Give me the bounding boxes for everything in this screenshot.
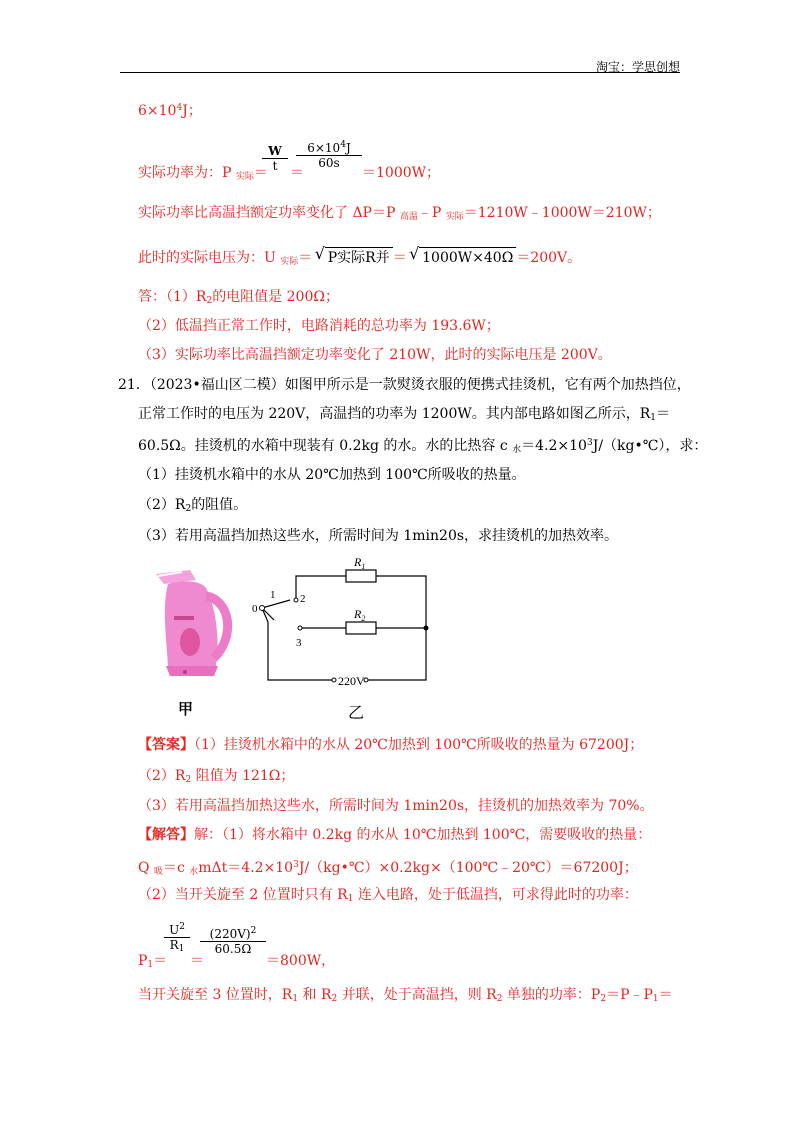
power-result: ＝1000W； — [362, 165, 441, 181]
p1-result: ＝800W， — [266, 953, 336, 969]
circuit-diagram — [244, 556, 444, 696]
answer-line-3: （3）实际功率比高温挡额定功率变化了 210W，此时的实际电压是 200V。 — [138, 347, 612, 363]
steamer-image — [152, 566, 234, 680]
q21-sub-1: （1）挂烫机水箱中的水从 20℃加热到 100℃所吸收的热量。 — [138, 467, 526, 483]
answer-line-2: （2）低温挡正常工作时，电路消耗的总功率为 193.6W； — [138, 318, 500, 334]
q21-line-3: 60.5Ω。挂烫机的水箱中现装有 0.2kg 的水。水的比热容 c $_水=4.2\times 10^3J/(kg•℃)$，求： — [138, 438, 708, 455]
fraction-equals: ＝ — [290, 165, 304, 181]
header-divider — [120, 72, 680, 73]
solution-line-3: 当开关旋至 3 位置时，$R_1$ 和 $R_2$ 并联，处于高温挡，则 $R_2$ 单独的功率：$P_2=P﹣P_1=$ — [138, 987, 673, 1004]
label-r1: $R_1$ — [354, 556, 366, 571]
label-voltage: 220V — [338, 674, 365, 688]
label-r2: $R_2$ — [354, 607, 366, 623]
power-change-line: 实际功率比高温挡额定功率变化了 ΔP＝P $_{高温}$﹣P $_{实际}$＝1210W﹣1000W＝210W； — [138, 205, 661, 222]
solution-line-1: 【解答】解：（1）将水箱中 0.2kg 的水从 10℃加热到 100℃，需要吸收的热量： — [138, 827, 652, 843]
answer-line-1: 答：$(1)R_2$的电阻值是 200Ω； — [138, 289, 339, 306]
fraction-u2-over-r1: $\frac{U^2}{R_1}$ — [164, 922, 190, 954]
figure-caption-yi: 乙 — [348, 703, 365, 722]
solution-heat-formula: Q $_吸$＝c $_水m\Delta t=4.2\times 10^3J/(kg•℃)\times 0.2kg\times(100℃﹣20℃)=67200J$； — [138, 860, 638, 877]
fraction-220-over-605: $\frac{(220V)^2}{60.5\Omega}$ — [200, 926, 266, 956]
sqrt-p-r: √ P实际R并 — [325, 247, 393, 268]
header-source: 淘宝：学思创想 — [595, 60, 680, 74]
answer-line-a3: （3）若用高温挡加热这些水，所需时间为 1min20s，挂烫机的加热效率为 70%。 — [138, 798, 654, 814]
label-pos-0: 0 — [252, 603, 258, 615]
energy-line: $6\times 10^4J$； — [138, 103, 202, 119]
figure-caption-jia: 甲 — [178, 700, 194, 718]
fraction-w-over-t: $\frac{W}{t}$ — [262, 144, 288, 173]
q21-line-1: 21．（2023•福山区二模）如图甲所示是一款熨烫衣服的便携式挂烫机，它有两个加热挡位， — [118, 377, 691, 393]
fraction-equals-2: ＝ — [190, 953, 204, 969]
label-pos-3: 3 — [296, 637, 302, 649]
answer-line-a1: 【答案】（1）挂烫机水箱中的水从 20℃加热到 100℃所吸收的热量为 67200J； — [138, 737, 644, 753]
q21-line-2: 正常工作时的电压为 220V，高温挡的功率为 1200W。其内部电路如图乙所示，$R_1=$ — [138, 406, 671, 423]
q21-sub-3: （3）若用高温挡加热这些水，所需时间为 1min20s，求挂烫机的加热效率。 — [138, 528, 619, 544]
power-formula-line: 实际功率为：P $_{实际}$＝ — [138, 165, 268, 182]
q21-sub-2: $(2)R_2$的阻值。 — [138, 497, 248, 514]
solution-line-2: （2）当开关旋至 2 位置时只有 $R_1$ 连入电路，处于低温挡，可求得此时的功率： — [138, 887, 638, 904]
answer-line-a2: $(2)R_2$ 阻值为 121Ω； — [138, 768, 295, 785]
p1-formula-line: $P_1=$ — [138, 953, 168, 970]
label-pos-1: 1 — [270, 589, 276, 601]
label-pos-2: 2 — [300, 593, 306, 605]
sqrt-values: √ 1000W×40Ω — [419, 247, 516, 268]
fraction-energy-over-time: $\frac{6\times 10^4J}{60s}$ — [296, 140, 362, 170]
voltage-line: 此时的实际电压为：U $_{实际}$＝ √ P实际R并 ＝ √ 1000W×40Ω ＝200V。 — [138, 247, 581, 272]
